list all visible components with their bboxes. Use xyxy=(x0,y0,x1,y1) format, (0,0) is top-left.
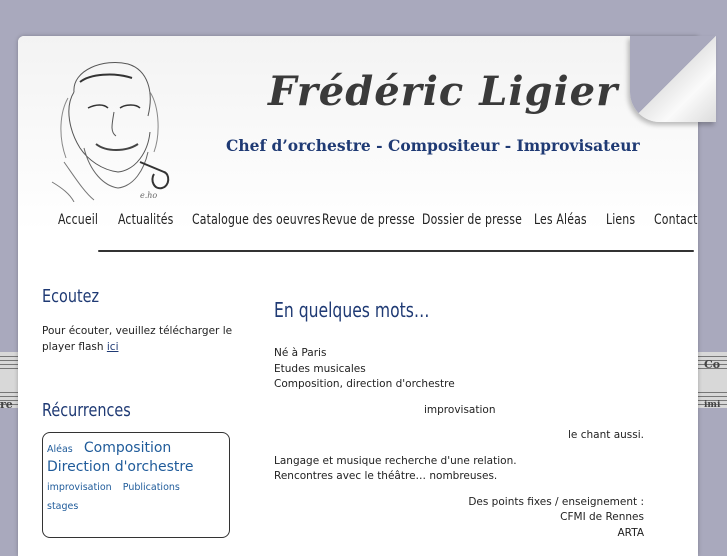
bio-line: CFMI de Rennes xyxy=(560,511,644,523)
main-heading: En quelques mots… xyxy=(274,298,430,322)
nav-item-dossier-de-presse[interactable]: Dossier de presse xyxy=(422,212,522,228)
listen-heading: Ecoutez xyxy=(42,286,100,307)
site-tagline: Chef d’orchestre - Compositeur - Improvisateur xyxy=(226,136,640,155)
recurrences-heading: Récurrences xyxy=(42,400,131,421)
tag-stages[interactable]: stages xyxy=(47,501,79,512)
background-text-left: re xyxy=(0,398,13,411)
bio-line: Des points fixes / enseignement : xyxy=(468,495,644,508)
bio-line: Langage et musique recherche d'une relation. xyxy=(274,454,517,467)
portrait-sketch xyxy=(44,52,180,202)
listen-text: Pour écouter, veuillez télécharger le player flash xyxy=(42,325,233,353)
page-curl xyxy=(630,36,716,122)
nav-item-liens[interactable]: Liens xyxy=(606,212,636,228)
sidebar xyxy=(42,286,262,512)
listen-text-block xyxy=(42,323,262,355)
nav-item-contact[interactable]: Contact xyxy=(654,212,698,228)
bio-line: Rencontres avec le théâtre… nombreuses. xyxy=(274,470,498,482)
nav-item-revue-de-presse[interactable]: Revue de presse xyxy=(322,212,415,228)
bio-line: improvisation xyxy=(424,403,496,416)
listen-download-link[interactable]: ici xyxy=(106,341,119,353)
tag-publications[interactable]: Publications xyxy=(122,482,180,493)
nav-divider xyxy=(98,250,694,252)
tag-direction-orchestre[interactable]: Direction d'orchestre xyxy=(47,459,194,475)
bio-line: le chant aussi. xyxy=(568,429,644,441)
main-content xyxy=(274,298,644,541)
tag-cloud xyxy=(42,432,230,538)
main-navigation xyxy=(58,212,698,240)
svg-text:e.ho: e.ho xyxy=(140,191,158,200)
site-logo[interactable]: Frédéric Ligier xyxy=(268,68,619,115)
nav-item-accueil[interactable]: Accueil xyxy=(58,212,99,228)
bio-line: ARTA xyxy=(617,526,644,539)
tag-composition[interactable]: Composition xyxy=(83,440,172,456)
background-text-right-top: Co xyxy=(704,358,721,371)
nav-item-catalogue[interactable]: Catalogue des oeuvres xyxy=(192,212,321,228)
nav-item-les-aleas[interactable]: Les Aléas xyxy=(534,212,587,228)
page-sheet xyxy=(18,36,698,556)
background-text-right-bottom: imi xyxy=(704,400,721,410)
bio-line: Composition, direction d'orchestre xyxy=(274,378,455,390)
tag-aleas[interactable]: Aléas xyxy=(47,444,73,455)
tag-improvisation[interactable]: improvisation xyxy=(47,482,112,493)
nav-item-actualites[interactable]: Actualités xyxy=(118,212,174,228)
bio-line: Etudes musicales xyxy=(274,362,366,375)
bio-line: Né à Paris xyxy=(274,347,327,359)
